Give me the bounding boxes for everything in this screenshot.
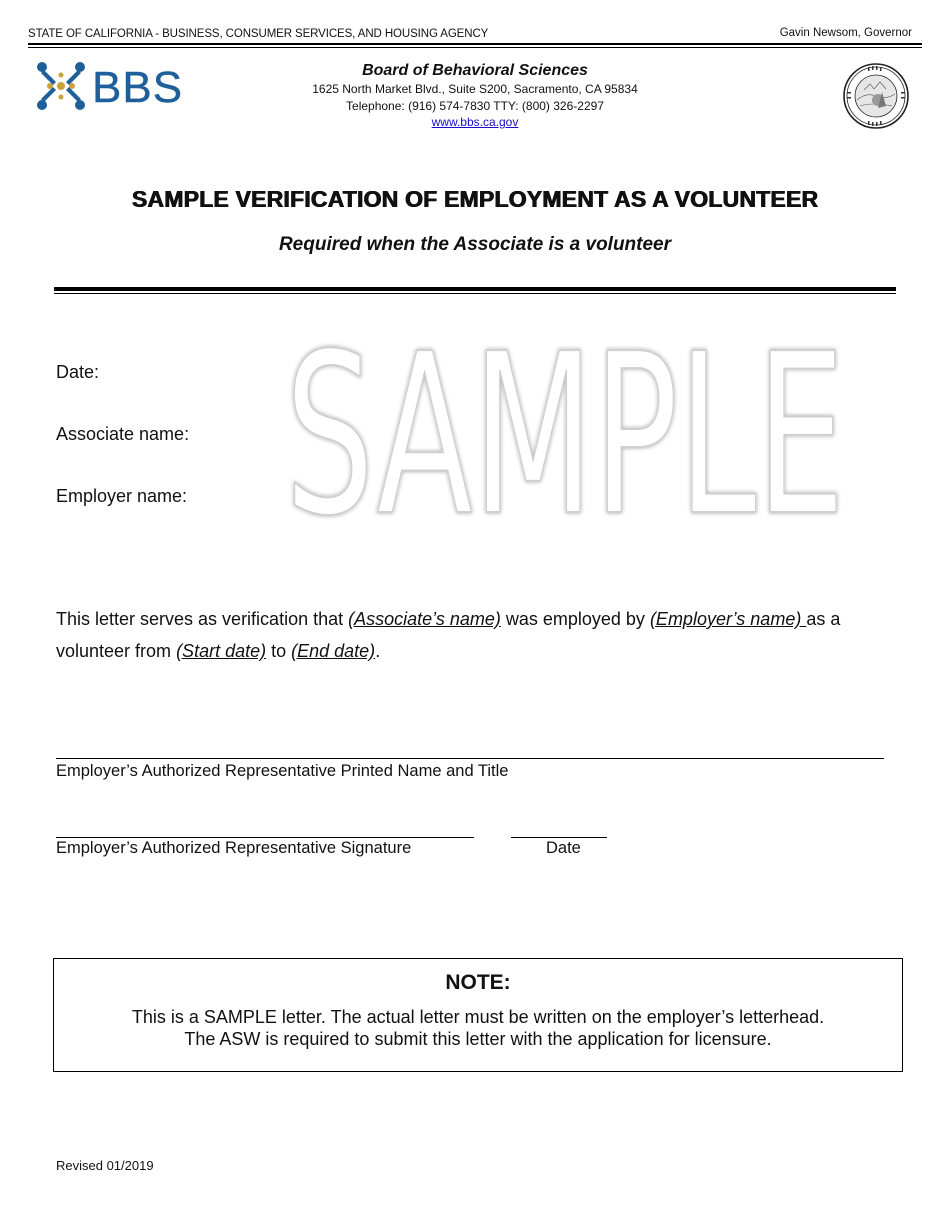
watermark-text: SAMPLE (285, 340, 845, 525)
paragraph-text: was employed by (500, 609, 650, 629)
header-divider-thin (28, 47, 922, 48)
note-title: NOTE: (445, 971, 511, 994)
start-date-placeholder: (Start date) (176, 641, 267, 661)
signature-line[interactable] (56, 837, 474, 838)
california-seal-icon (842, 62, 910, 130)
document-title: SAMPLE VERIFICATION OF EMPLOYMENT AS A VOLUNTEER (131, 186, 819, 212)
paragraph-text: This letter serves as verification that (56, 609, 349, 629)
agency-name: STATE OF CALIFORNIA - BUSINESS, CONSUMER SERVICES, AND HOUSING AGENCY (28, 28, 489, 40)
paragraph-text: . (375, 641, 381, 661)
board-address: 1625 North Market Blvd., Suite S200, Sacramento, CA 95834 (312, 82, 638, 96)
title-divider-thick (54, 287, 896, 291)
employer-name-placeholder: (Employer’s name) (649, 609, 807, 629)
website-link[interactable]: www.bbs.ca.gov (431, 115, 519, 129)
revision-date: Revised 01/2019 (56, 1158, 154, 1173)
signature-label: Employer’s Authorized Representative Signature (56, 839, 412, 857)
end-date-placeholder: (End date) (291, 641, 376, 661)
note-line-2: The ASW is required to submit this letter with the application for licensure. (184, 1029, 772, 1049)
note-box (53, 958, 903, 1072)
signature-date-line[interactable] (511, 837, 607, 838)
header-divider (28, 43, 922, 45)
signature-date-label: Date (546, 839, 581, 857)
governor-name: Gavin Newsom, Governor (779, 27, 912, 39)
associate-name-placeholder: (Associate’s name) (348, 609, 501, 629)
employer-name-label: Employer name: (56, 486, 188, 506)
board-phone: Telephone: (916) 574-7830 TTY: (800) 326-2297 (346, 99, 604, 113)
paragraph-text: to (266, 641, 292, 661)
sample-watermark (280, 340, 850, 525)
website-line (0, 115, 950, 129)
verification-paragraph (56, 603, 896, 667)
board-name: Board of Behavioral Sciences (362, 62, 588, 79)
bbs-logo-text: BBS (92, 63, 184, 112)
printed-name-label: Employer’s Authorized Representative Printed Name and Title (56, 762, 509, 780)
document-subtitle: Required when the Associate is a volunteer (278, 234, 672, 255)
date-label: Date: (56, 362, 100, 382)
associate-name-label: Associate name: (56, 424, 190, 444)
title-divider-thin (54, 293, 896, 294)
printed-name-line[interactable] (56, 758, 884, 759)
paragraph-text: as a volunteer from (56, 609, 841, 661)
note-line-1: This is a SAMPLE letter. The actual letter must be written on the employer’s letterhead. (131, 1007, 825, 1027)
